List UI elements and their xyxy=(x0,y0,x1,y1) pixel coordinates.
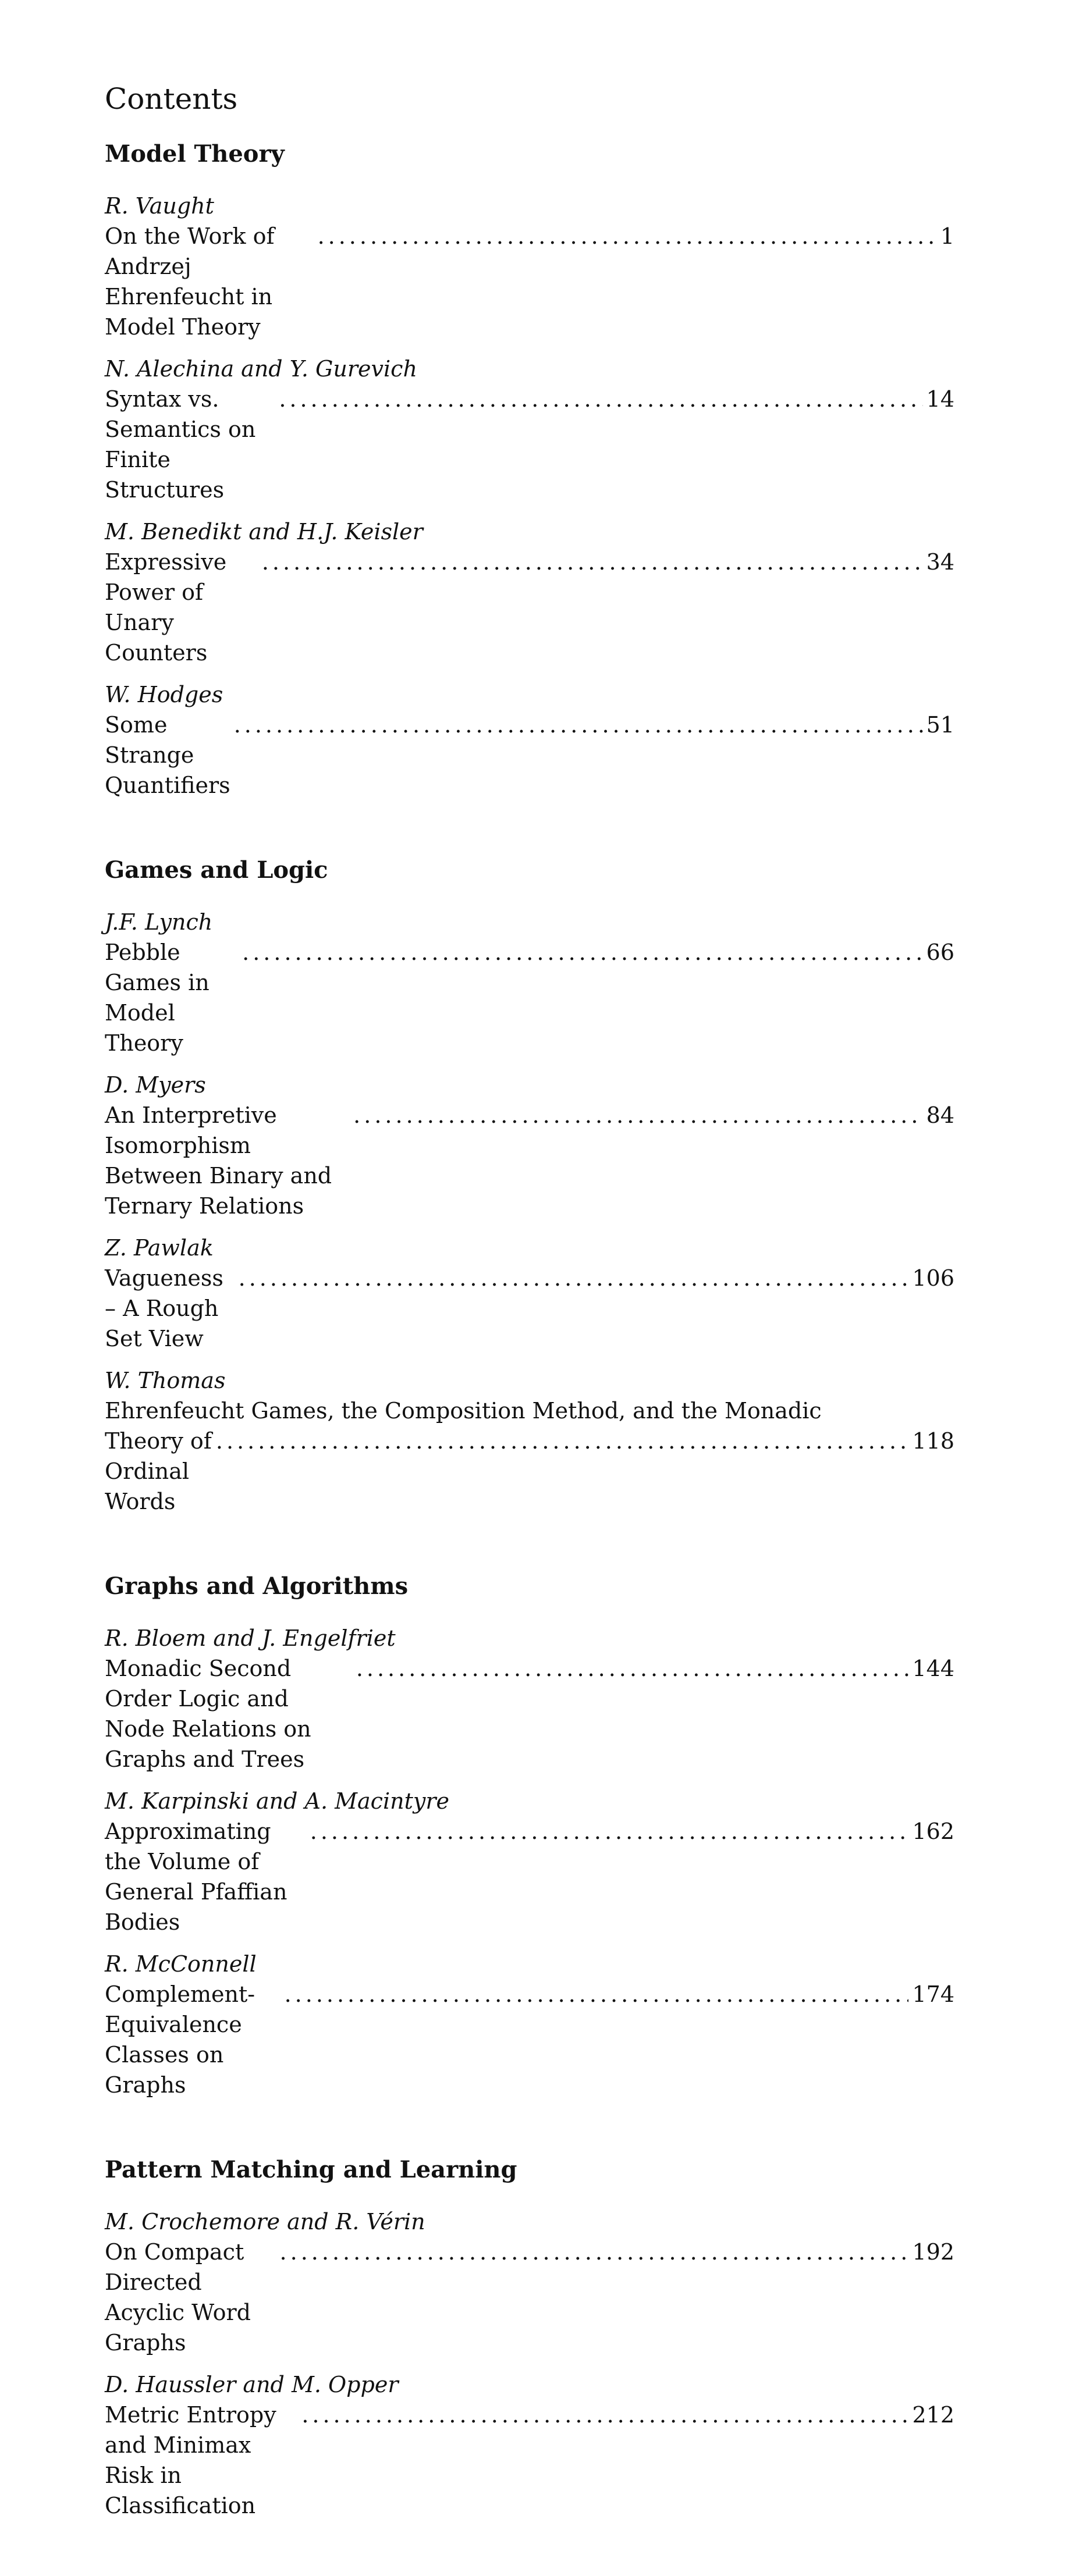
dot-leader xyxy=(310,1816,909,1846)
entry-authors: M. Crochemore and R. Vérin xyxy=(105,2209,425,2235)
entry-page-number: 212 xyxy=(912,2402,954,2428)
entry-title: An Interpretive Isomorphism Between Binary and Ternary Relations xyxy=(105,1102,332,1219)
dot-leader xyxy=(216,1426,909,1456)
entry-page-number: 1 xyxy=(940,223,954,249)
entry-title: Expressive Power of Unary Counters xyxy=(105,549,227,666)
page-title: Contents xyxy=(105,82,238,116)
entry-title-line xyxy=(105,1979,954,2100)
section-heading: Graphs and Algorithms xyxy=(105,1572,409,1600)
section-heading: Model Theory xyxy=(105,140,285,168)
entry-authors: N. Alechina and Y. Gurevich xyxy=(105,356,417,382)
section-model-theory xyxy=(105,140,954,800)
section-heading: Pattern Matching and Learning xyxy=(105,2156,517,2183)
entry-title-line xyxy=(105,1653,954,1774)
dot-leader xyxy=(239,1263,909,1293)
dot-leader xyxy=(262,547,923,577)
toc-entry[interactable] xyxy=(105,517,954,668)
entry-page-number: 84 xyxy=(926,1102,954,1128)
toc-entry[interactable] xyxy=(105,907,954,1058)
toc-entry[interactable] xyxy=(105,354,954,505)
entry-title: Syntax vs. Semantics on Finite Structures xyxy=(105,386,256,503)
dot-leader xyxy=(301,2400,908,2430)
toc-entry[interactable] xyxy=(105,1786,954,1937)
entry-title-line xyxy=(105,710,954,800)
entry-page-number: 162 xyxy=(912,1819,954,1844)
entry-title-line xyxy=(105,2237,954,2358)
entry-authors: Z. Pawlak xyxy=(105,1235,214,1261)
entry-page-number: 174 xyxy=(912,1981,954,2007)
dot-leader xyxy=(353,1100,922,1130)
dot-leader xyxy=(242,937,923,967)
entry-title: Theory of Ordinal Words xyxy=(105,1428,212,1514)
entry-title-line xyxy=(105,937,954,1058)
section-heading: Games and Logic xyxy=(105,856,328,884)
entry-title-line xyxy=(105,384,954,505)
entry-title-line xyxy=(105,1816,954,1937)
entry-title: Metric Entropy and Minimax Risk in Classification xyxy=(105,2402,276,2518)
entry-title: Complement-Equivalence Classes on Graphs xyxy=(105,1981,255,2098)
dot-leader xyxy=(318,221,937,251)
dot-leader xyxy=(285,1979,909,2009)
entry-authors: M. Karpinski and A. Macintyre xyxy=(105,1788,449,1814)
entry-title-line xyxy=(105,221,954,342)
dot-leader xyxy=(356,1653,909,1684)
entry-authors: M. Benedikt and H.J. Keisler xyxy=(105,519,423,545)
entry-page-number: 66 xyxy=(926,940,954,965)
toc-entry[interactable] xyxy=(105,1365,954,1517)
toc-entry[interactable] xyxy=(105,1070,954,1221)
entry-authors: W. Thomas xyxy=(105,1368,226,1393)
entry-title-first-line: Ehrenfeucht Games, the Composition Method, and the Monadic xyxy=(105,1398,822,1424)
entry-title: Monadic Second Order Logic and Node Relations on Graphs and Trees xyxy=(105,1656,311,1772)
entry-authors: R. Vaught xyxy=(105,193,214,219)
dot-leader xyxy=(234,710,923,740)
toc-entry[interactable] xyxy=(105,1623,954,1774)
entry-page-number: 14 xyxy=(926,386,954,412)
entry-authors: D. Myers xyxy=(105,1072,206,1098)
contents-page xyxy=(105,81,954,2576)
toc-entry[interactable] xyxy=(105,191,954,342)
section-pattern-matching-and-learning xyxy=(105,2155,954,2521)
section-games-and-logic xyxy=(105,856,954,1517)
entry-authors: J.F. Lynch xyxy=(105,909,213,935)
entry-authors: R. Bloem and J. Engelfriet xyxy=(105,1625,396,1651)
entry-page-number: 34 xyxy=(926,549,954,575)
entry-title-line xyxy=(105,2400,954,2521)
entry-page-number: 192 xyxy=(912,2239,954,2265)
entry-title-line xyxy=(105,1426,954,1517)
entry-title: Some Strange Quantifiers xyxy=(105,712,230,798)
dot-leader xyxy=(280,2237,909,2267)
entry-title: On Compact Directed Acyclic Word Graphs xyxy=(105,2239,251,2356)
entry-page-number: 106 xyxy=(912,1265,954,1291)
entry-title: Vagueness – A Rough Set View xyxy=(105,1265,223,1351)
entry-authors: W. Hodges xyxy=(105,682,223,707)
entry-title: On the Work of Andrzej Ehrenfeucht in Model Theory xyxy=(105,223,275,340)
entry-title-line xyxy=(105,1100,954,1221)
entry-authors: R. McConnell xyxy=(105,1951,257,1977)
entry-page-number: 51 xyxy=(926,712,954,738)
entry-authors: D. Haussler and M. Opper xyxy=(105,2372,399,2397)
toc-entry[interactable] xyxy=(105,1233,954,1354)
entry-title: Approximating the Volume of General Pfaffian Bodies xyxy=(105,1819,287,1935)
section-graphs-and-algorithms xyxy=(105,1572,954,2100)
toc-entry[interactable] xyxy=(105,2207,954,2358)
entry-page-number: 118 xyxy=(912,1428,954,1454)
toc-entry[interactable] xyxy=(105,1949,954,2100)
entry-title: Pebble Games in Model Theory xyxy=(105,940,210,1056)
entry-title-line xyxy=(105,1263,954,1354)
entry-title-line xyxy=(105,547,954,668)
toc-entry[interactable] xyxy=(105,2369,954,2521)
dot-leader xyxy=(279,384,922,414)
entry-page-number: 144 xyxy=(912,1656,954,1681)
toc-entry[interactable] xyxy=(105,679,954,800)
